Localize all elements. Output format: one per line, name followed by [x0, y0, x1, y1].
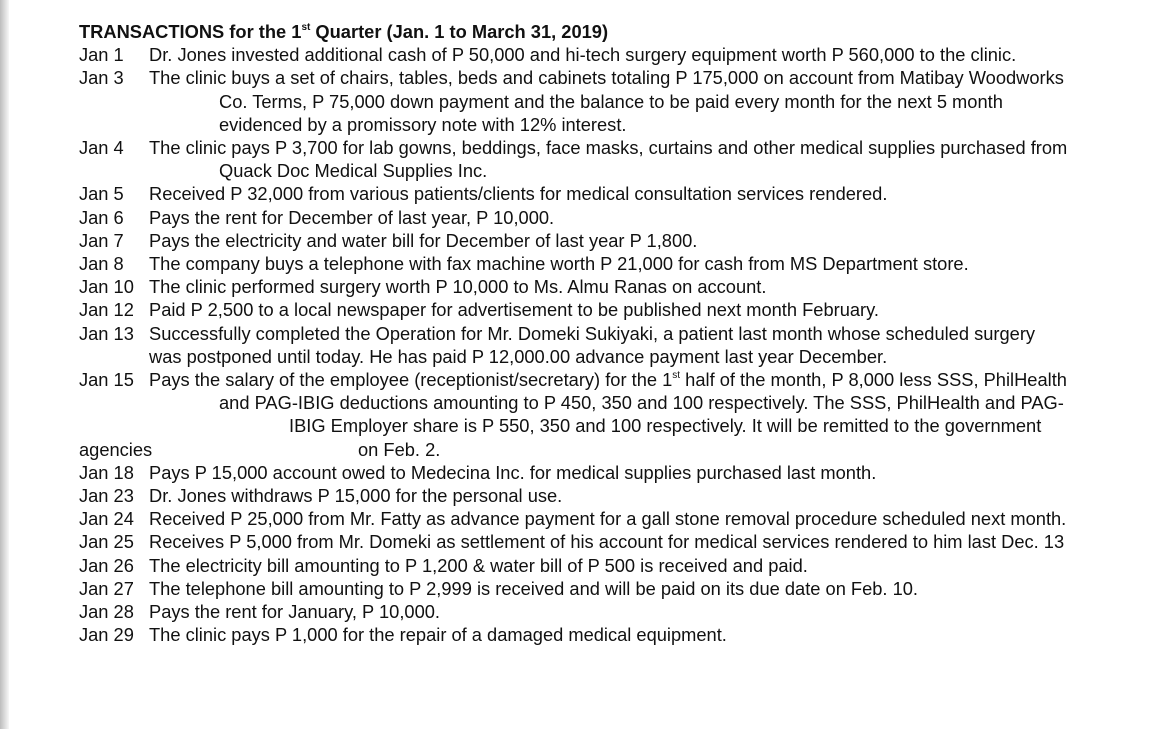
transaction-date: Jan 10: [79, 276, 134, 298]
transaction-text: Successfully completed the Operation for Mr. Domeki Sukiyaki, a patient last month whose scheduled surgery: [149, 322, 1036, 344]
transaction-row: [79, 322, 1149, 368]
transaction-date: Jan 5: [79, 183, 124, 205]
transaction-date: Jan 13: [79, 322, 134, 344]
transaction-date: Jan 25: [79, 531, 134, 553]
transaction-text: Pays the rent for December of last year, P 10,000.: [149, 206, 555, 228]
transaction-text: The clinic buys a set of chairs, tables, beds and cabinets totaling P 175,000 on account from Matibay Woodworks: [149, 67, 1064, 89]
transaction-date: Jan 7: [79, 229, 124, 251]
transaction-text: Pays the electricity and water bill for December of last year P 1,800.: [149, 229, 698, 251]
transaction-row: [79, 43, 1149, 66]
transaction-row: [79, 182, 1149, 205]
transaction-text: Dr. Jones invested additional cash of P 50,000 and hi-tech surgery equipment worth P 560,000 to the clinic.: [149, 44, 1017, 66]
transaction-row: [79, 252, 1149, 275]
transaction-text: Pays the rent for January, P 10,000.: [149, 601, 440, 623]
transaction-text: The telephone bill amounting to P 2,999 is received and will be paid on its due date on Feb. 10.: [149, 577, 919, 599]
transaction-row: [79, 623, 1149, 646]
transaction-text: Receives P 5,000 from Mr. Domeki as settlement of his account for medical services rendered to him last Dec. 13: [149, 531, 1065, 553]
transaction-text: Paid P 2,500 to a local newspaper for advertisement to be published next month February.: [149, 299, 879, 321]
transaction-row: [79, 229, 1149, 252]
transaction-text: The electricity bill amounting to P 1,200 & water bill of P 500 is received and paid.: [149, 554, 808, 576]
transaction-row: [79, 275, 1149, 298]
transaction-row: [79, 461, 1149, 484]
transaction-date: Jan 3: [79, 67, 124, 89]
transaction-row: [79, 507, 1149, 530]
transaction-text: and PAG-IBIG deductions amounting to P 450, 350 and 100 respectively. The SSS, PhilHealth and PAG-: [219, 392, 1064, 414]
page-left-edge: [0, 0, 9, 729]
transaction-row: [79, 530, 1149, 553]
transaction-text-part: agencies: [79, 438, 153, 460]
transaction-text: IBIG Employer share is P 550, 350 and 100 respectively. It will be remitted to the government: [289, 415, 1042, 437]
transaction-text: evidenced by a promissory note with 12% interest.: [219, 113, 627, 135]
transaction-date: Jan 4: [79, 137, 124, 159]
transaction-date: Jan 12: [79, 299, 134, 321]
transaction-date: Jan 26: [79, 554, 134, 576]
transaction-row: [79, 298, 1149, 321]
transaction-row: [79, 484, 1149, 507]
title-suffix: Quarter (Jan. 1 to March 31, 2019): [310, 21, 609, 42]
transaction-row: [79, 600, 1149, 623]
title-superscript: st: [301, 22, 311, 33]
transaction-row: [79, 206, 1149, 229]
transaction-text: The clinic pays P 3,700 for lab gowns, beddings, face masks, curtains and other medical supplies purchased from: [149, 137, 1068, 159]
transaction-date: Jan 24: [79, 508, 134, 530]
transaction-row: [79, 368, 1149, 438]
transaction-date: Jan 29: [79, 624, 134, 646]
transaction-text: Co. Terms, P 75,000 down payment and the balance to be paid every month for the next 5 month: [219, 90, 1003, 112]
transaction-text: The company buys a telephone with fax machine worth P 21,000 for cash from MS Department store.: [149, 253, 969, 275]
transaction-text: The clinic pays P 1,000 for the repair of a damaged medical equipment.: [149, 624, 727, 646]
transaction-text-part: Pays the salary of the employee (receptionist/secretary) for the 1: [149, 369, 673, 391]
transaction-text: Quack Doc Medical Supplies Inc.: [219, 160, 488, 182]
transaction-row: [79, 577, 1149, 600]
transaction-text: was postponed until today. He has paid P 12,000.00 advance payment last year December.: [149, 345, 888, 367]
transaction-text: Dr. Jones withdraws P 15,000 for the personal use.: [149, 485, 563, 507]
transaction-date: Jan 8: [79, 253, 124, 275]
transaction-date: Jan 28: [79, 601, 134, 623]
transaction-date: Jan 27: [79, 577, 134, 599]
transaction-row: [79, 66, 1149, 136]
transaction-text: The clinic performed surgery worth P 10,000 to Ms. Almu Ranas on account.: [149, 276, 767, 298]
transaction-text: [149, 368, 1149, 391]
transaction-date: Jan 23: [79, 485, 134, 507]
transaction-text-part: on Feb. 2.: [358, 438, 441, 460]
transaction-text: Pays P 15,000 account owed to Medecina Inc. for medical supplies purchased last month.: [149, 461, 877, 483]
transaction-date: Jan 6: [79, 206, 124, 228]
transaction-text-part: half of the month, P 8,000 less SSS, PhilHealth: [685, 369, 1067, 391]
ordinal-superscript: st: [672, 370, 681, 382]
transaction-row: [79, 554, 1149, 577]
transaction-date: Jan 18: [79, 461, 134, 483]
transaction-text: Received P 25,000 from Mr. Fatty as advance payment for a gall stone removal procedure scheduled next month.: [149, 508, 1067, 530]
transaction-date: Jan 1: [79, 44, 124, 66]
transaction-text-continuation: [79, 438, 1149, 461]
document-title: [79, 20, 1149, 43]
transaction-text: Received P 32,000 from various patients/clients for medical consultation services rendered.: [149, 183, 888, 205]
title-prefix: TRANSACTIONS for the 1: [79, 21, 302, 42]
transactions-document: [79, 20, 1149, 646]
transaction-date: Jan 15: [79, 369, 134, 391]
transaction-row: [79, 136, 1149, 182]
